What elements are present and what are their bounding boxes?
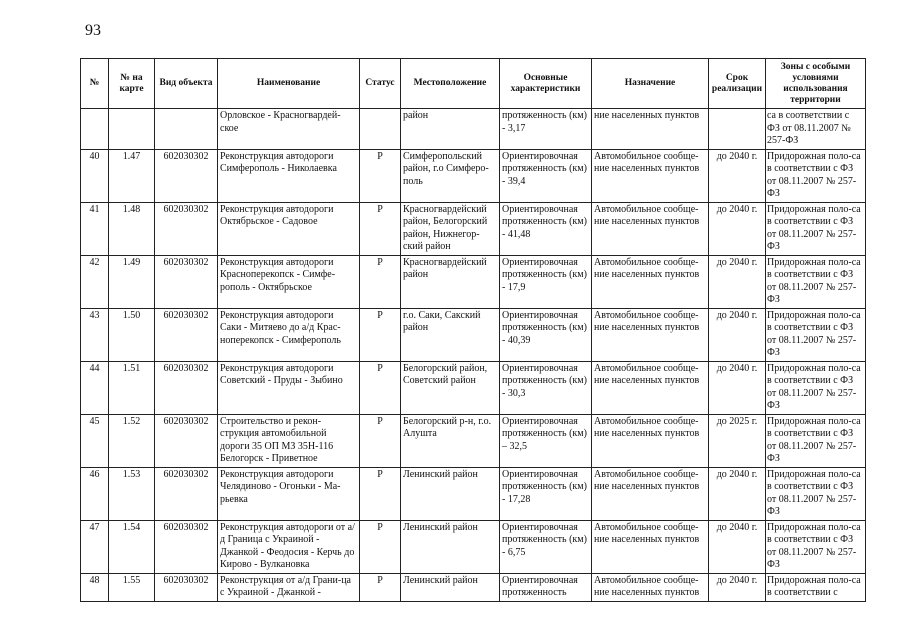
- table-row: [81, 308, 866, 361]
- cell-name: Реконструкция автодороги Челядиново - Огоньки - Ма-рьевка: [218, 467, 360, 520]
- cell-purpose: Автомобильное сообще-ние населенных пунктов: [592, 414, 709, 467]
- table-row: [81, 573, 866, 601]
- cell-object-type: 602030302: [155, 149, 218, 202]
- cell-name: Реконструкция автодороги Октябрьское - Садовое: [218, 202, 360, 255]
- continuation-row: [81, 109, 866, 150]
- cell-num: 45: [81, 414, 109, 467]
- cell-deadline: до 2040 г.: [709, 149, 766, 202]
- cell-zones: Придорожная поло-са в соответствии с: [766, 573, 866, 601]
- cell-purpose: Автомобильное сообще-ние населенных пунктов: [592, 520, 709, 573]
- table-row: [81, 255, 866, 308]
- cell-deadline: до 2040 г.: [709, 467, 766, 520]
- cell-object-type: 602030302: [155, 467, 218, 520]
- cell-map-num: 1.48: [109, 202, 155, 255]
- cell-characteristics: Ориентировочная протяженность (км) - 41,48: [500, 202, 592, 255]
- cell-num: 46: [81, 467, 109, 520]
- cell-characteristics: Ориентировочная протяженность (км) - 6,75: [500, 520, 592, 573]
- cell-location: Симферопольский район, г.о Симферо-поль: [401, 149, 500, 202]
- cell-location: Белогорский район, Советский район: [401, 361, 500, 414]
- table-row: [81, 467, 866, 520]
- cell-purpose: Автомобильное сообще-ние населенных пунктов: [592, 202, 709, 255]
- cell-location: район: [401, 109, 500, 150]
- cell-characteristics: Ориентировочная протяженность (км) - 39,4: [500, 149, 592, 202]
- cell-num: 48: [81, 573, 109, 601]
- cell-characteristics: Ориентировочная протяженность (км) - 30,3: [500, 361, 592, 414]
- cell-location: Красногвардейский район: [401, 255, 500, 308]
- cell-name: Реконструкция от а/д Грани-ца с Украиной - Джанкой -: [218, 573, 360, 601]
- cell-purpose: Автомобильное сообще-ние населенных пунктов: [592, 149, 709, 202]
- cell-purpose: Автомобильное сообще-ние населенных пунктов: [592, 467, 709, 520]
- cell-deadline: до 2025 г.: [709, 414, 766, 467]
- cell-object-type: 602030302: [155, 255, 218, 308]
- cell-object-type: [155, 109, 218, 150]
- cell-map-num: 1.54: [109, 520, 155, 573]
- cell-num: 44: [81, 361, 109, 414]
- table-row: [81, 202, 866, 255]
- header-map-num: № на карте: [109, 59, 155, 109]
- header-object-type: Вид объекта: [155, 59, 218, 109]
- cell-status: Р: [360, 149, 401, 202]
- cell-object-type: 602030302: [155, 202, 218, 255]
- cell-deadline: до 2040 г.: [709, 308, 766, 361]
- cell-status: Р: [360, 361, 401, 414]
- cell-name: Реконструкция автодороги Красноперекопск - Симфе-рополь - Октябрьское: [218, 255, 360, 308]
- cell-zones: Придорожная поло-са в соответствии с ФЗ от 08.11.2007 № 257-ФЗ: [766, 414, 866, 467]
- cell-object-type: 602030302: [155, 414, 218, 467]
- cell-status: [360, 109, 401, 150]
- cell-zones: Придорожная поло-са в соответствии с ФЗ от 08.11.2007 № 257-ФЗ: [766, 520, 866, 573]
- cell-object-type: 602030302: [155, 308, 218, 361]
- cell-num: [81, 109, 109, 150]
- cell-num: 40: [81, 149, 109, 202]
- registry-table: [80, 58, 866, 602]
- header-purpose: Назначение: [592, 59, 709, 109]
- cell-name: Реконструкция автодороги Советский - Пруды - Зыбино: [218, 361, 360, 414]
- cell-name: Реконструкция автодороги Саки - Митяево до а/д Крас-ноперекопск - Симферополь: [218, 308, 360, 361]
- cell-deadline: до 2040 г.: [709, 361, 766, 414]
- cell-status: Р: [360, 520, 401, 573]
- cell-map-num: 1.51: [109, 361, 155, 414]
- cell-characteristics: Ориентировочная протяженность (км) - 17,28: [500, 467, 592, 520]
- cell-zones: Придорожная поло-са в соответствии с ФЗ от 08.11.2007 № 257-ФЗ: [766, 255, 866, 308]
- cell-characteristics: Ориентировочная протяженность (км) - 40,39: [500, 308, 592, 361]
- cell-location: г.о. Саки, Сакский район: [401, 308, 500, 361]
- cell-deadline: до 2040 г.: [709, 202, 766, 255]
- cell-zones: Придорожная поло-са в соответствии с ФЗ от 08.11.2007 № 257-ФЗ: [766, 361, 866, 414]
- header-zones: Зоны с особыми условиями использования территории: [766, 59, 866, 109]
- cell-location: Ленинский район: [401, 573, 500, 601]
- cell-status: Р: [360, 573, 401, 601]
- table-row: [81, 520, 866, 573]
- cell-purpose: Автомобильное сообще-ние населенных пунктов: [592, 361, 709, 414]
- cell-location: Красногвардейский район, Белогорский район, Нижнегор-ский район: [401, 202, 500, 255]
- cell-map-num: 1.49: [109, 255, 155, 308]
- cell-num: 42: [81, 255, 109, 308]
- cell-location: Белогорский р-н, г.о. Алушта: [401, 414, 500, 467]
- cell-map-num: [109, 109, 155, 150]
- cell-map-num: 1.53: [109, 467, 155, 520]
- cell-zones: са в соответствии с ФЗ от 08.11.2007 № 257-ФЗ: [766, 109, 866, 150]
- cell-map-num: 1.52: [109, 414, 155, 467]
- cell-zones: Придорожная поло-са в соответствии с ФЗ от 08.11.2007 № 257-ФЗ: [766, 467, 866, 520]
- cell-object-type: 602030302: [155, 520, 218, 573]
- cell-status: Р: [360, 202, 401, 255]
- cell-purpose: Автомобильное сообще-ние населенных пунктов: [592, 573, 709, 601]
- cell-name: Строительство и рекон-струкция автомобильной дороги 35 ОП МЗ 35Н-116 Белогорск - Приветное: [218, 414, 360, 467]
- cell-zones: Придорожная поло-са в соответствии с ФЗ от 08.11.2007 № 257-ФЗ: [766, 149, 866, 202]
- cell-status: Р: [360, 467, 401, 520]
- cell-status: Р: [360, 414, 401, 467]
- cell-num: 47: [81, 520, 109, 573]
- cell-map-num: 1.50: [109, 308, 155, 361]
- cell-location: Ленинский район: [401, 467, 500, 520]
- table-row: [81, 361, 866, 414]
- table-row: [81, 149, 866, 202]
- cell-characteristics: Ориентировочная протяженность (км) - 17,9: [500, 255, 592, 308]
- cell-characteristics: протяженность (км) - 3,17: [500, 109, 592, 150]
- header-status: Статус: [360, 59, 401, 109]
- header-characteristics: Основные характеристики: [500, 59, 592, 109]
- cell-deadline: до 2040 г.: [709, 573, 766, 601]
- cell-location: Ленинский район: [401, 520, 500, 573]
- cell-map-num: 1.55: [109, 573, 155, 601]
- page-number: 93: [85, 22, 101, 39]
- cell-object-type: 602030302: [155, 361, 218, 414]
- cell-num: 41: [81, 202, 109, 255]
- cell-deadline: [709, 109, 766, 150]
- cell-deadline: до 2040 г.: [709, 255, 766, 308]
- cell-map-num: 1.47: [109, 149, 155, 202]
- cell-characteristics: Ориентировочная протяженность (км) – 32,5: [500, 414, 592, 467]
- header-row: [81, 59, 866, 109]
- cell-name: Орловское - Красногвардей-ское: [218, 109, 360, 150]
- cell-num: 43: [81, 308, 109, 361]
- header-num: №: [81, 59, 109, 109]
- cell-purpose: Автомобильное сообще-ние населенных пунктов: [592, 308, 709, 361]
- header-name: Наименование: [218, 59, 360, 109]
- cell-zones: Придорожная поло-са в соответствии с ФЗ от 08.11.2007 № 257-ФЗ: [766, 202, 866, 255]
- cell-zones: Придорожная поло-са в соответствии с ФЗ от 08.11.2007 № 257-ФЗ: [766, 308, 866, 361]
- cell-deadline: до 2040 г.: [709, 520, 766, 573]
- cell-object-type: 602030302: [155, 573, 218, 601]
- cell-purpose: Автомобильное сообще-ние населенных пунктов: [592, 255, 709, 308]
- cell-status: Р: [360, 255, 401, 308]
- header-deadline: Срок реализации: [709, 59, 766, 109]
- cell-name: Реконструкция автодороги Симферополь - Николаевка: [218, 149, 360, 202]
- cell-status: Р: [360, 308, 401, 361]
- header-location: Местоположение: [401, 59, 500, 109]
- table-row: [81, 414, 866, 467]
- cell-purpose: ние населенных пунктов: [592, 109, 709, 150]
- cell-name: Реконструкция автодороги от а/д Граница с Украиной - Джанкой - Феодосия - Керчь до Кирово - Вулкановка: [218, 520, 360, 573]
- cell-characteristics: Ориентировочная протяженность: [500, 573, 592, 601]
